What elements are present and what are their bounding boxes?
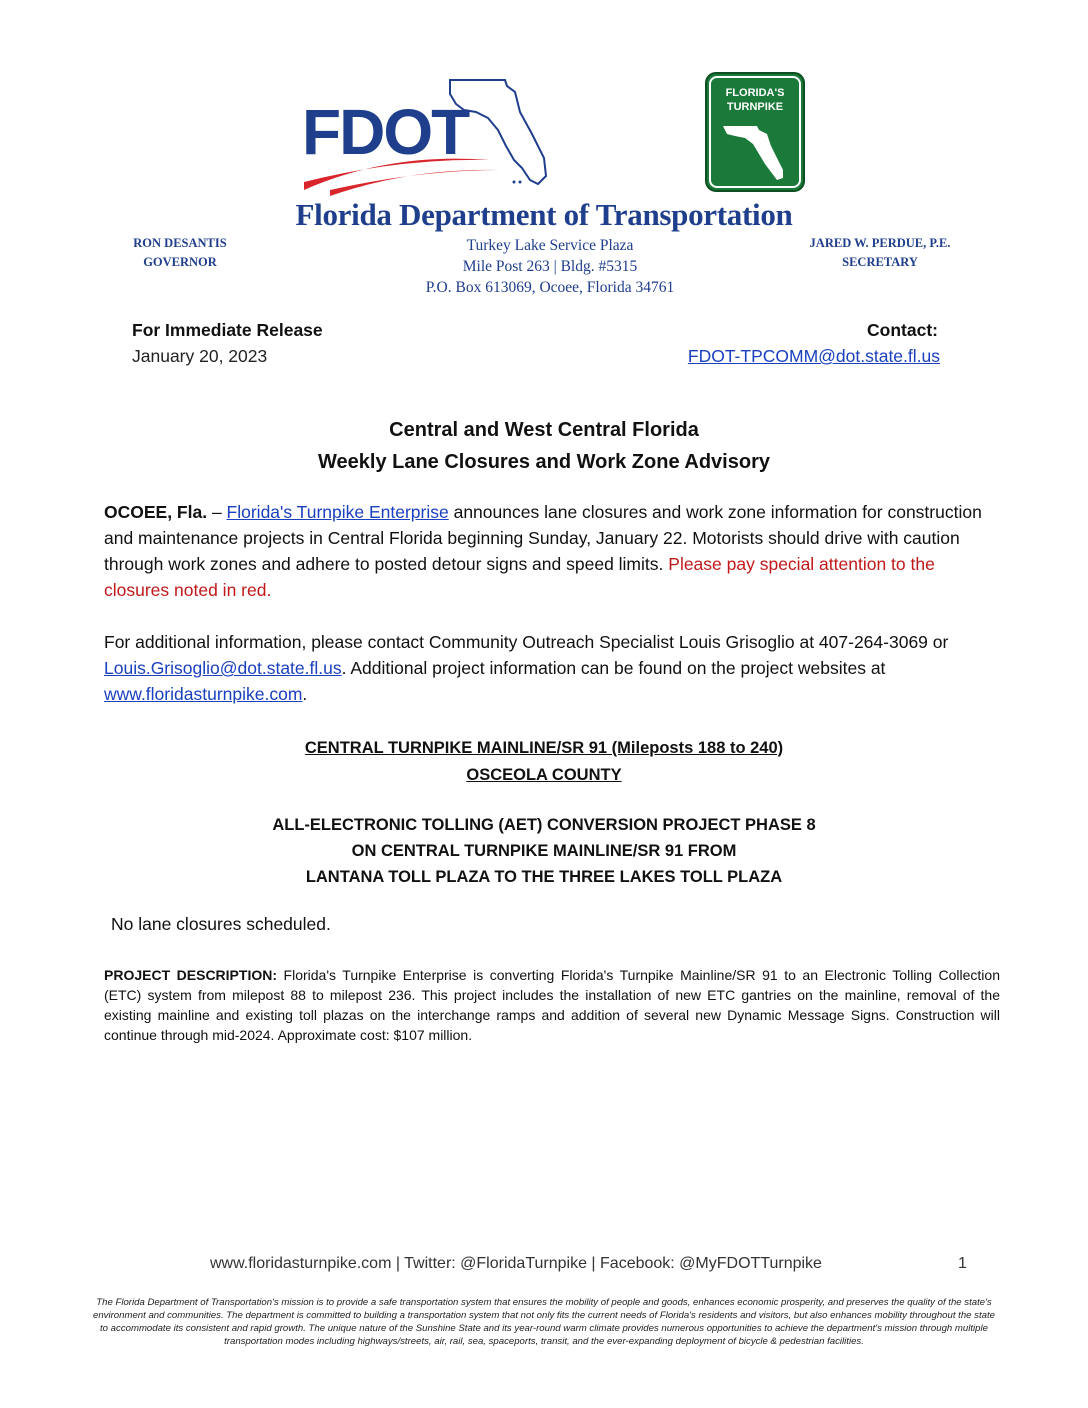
footer-links-text: www.floridasturnpike.com | Twitter: @FloridaTurnpike | Facebook: @MyFDOTTurnpike: [210, 1255, 822, 1272]
fdot-wordmark: FDOT: [302, 96, 469, 168]
address-block: [340, 235, 760, 298]
dateline-dash: –: [207, 502, 227, 522]
project-heading-line: ALL-ELECTRONIC TOLLING (AET) CONVERSION PROJECT PHASE 8: [272, 816, 816, 834]
project-heading-line: ON CENTRAL TURNPIKE MAINLINE/SR 91 FROM: [351, 842, 737, 860]
secretary-name: JARED W. PERDUE, P.E.: [809, 236, 951, 250]
secretary-title: SECRETARY: [842, 255, 918, 269]
headline: [0, 414, 1088, 478]
headline-line: Weekly Lane Closures and Work Zone Advisory: [318, 451, 770, 473]
contact-paragraph: [104, 629, 984, 707]
section-heading: [0, 735, 1088, 789]
project-heading-line: LANTANA TOLL PLAZA TO THE THREE LAKES TOLL PLAZA: [305, 868, 783, 886]
red-notice: Please pay special attention to the closures noted in red.: [104, 554, 935, 600]
project-description-label: PROJECT DESCRIPTION:: [104, 967, 277, 983]
contact-label: Contact:: [867, 320, 938, 340]
page-number: 1: [958, 1255, 967, 1272]
secretary-block: [790, 234, 970, 272]
outreach-email-link[interactable]: Louis.Grisoglio@dot.state.fl.us: [104, 658, 342, 678]
section-heading-line: CENTRAL TURNPIKE MAINLINE/SR 91 (Mileposts 188 to 240): [304, 739, 784, 757]
fdot-logo: [300, 72, 556, 198]
governor-name: RON DESANTIS: [133, 236, 227, 250]
section-heading-line: OSCEOLA COUNTY: [466, 766, 622, 784]
project-heading: [0, 812, 1088, 890]
intro-text: announces lane closures and work zone information for construction and maintenance projects in Central Florida beginning Sunday, January 22. Motorists should drive with caution through work zones and adhere to posted detour signs and speed limits.: [104, 502, 982, 574]
enterprise-link[interactable]: Florida's Turnpike Enterprise: [226, 502, 449, 522]
contact-email-link[interactable]: FDOT-TPCOMM@dot.state.fl.us: [687, 346, 940, 366]
address-line: P.O. Box 613069, Ocoee, Florida 34761: [425, 279, 675, 296]
contact-text: For additional information, please contact Community Outreach Specialist Louis Grisoglio at 407-264-3069 or: [104, 632, 949, 652]
contact-text: . Additional project information can be found on the project websites at: [341, 658, 886, 678]
project-description-text: Florida's Turnpike Enterprise is converting Florida's Turnpike Mainline/SR 91 to an Electronic Tolling Collection (ETC) system from milepost 88 to milepost 236. This project includes the installation of new ETC gantries on the mainline, removal of the existing mainline and existing toll plazas on the interchange ramps and addition of several new Dynamic Message Signs. Construction will continue through mid-2024. Approximate cost: $107 million.: [104, 967, 1000, 1043]
mission-statement: The Florida Department of Transportation's mission is to provide a safe transportation system that ensures the mobility of people and goods, enhances economic prosperity, and preserves the quality of the state's environment and communities. The department is committed to building a transportation system that not only fits the current needs of Florida's residents and visitors, but also enhances mobility throughout the state to accommodate its consistent and rapid growth. The unique nature of the Sunshine State and its year-round warm climate provides numerous opportunities to achieve the department's mission through multiple transportation modes including highways/streets, air, rail, sea, spaceports, transit, and the ever-expanding deployment of bicycle & pedestrian facilities.: [93, 1297, 995, 1347]
address-line: Turkey Lake Service Plaza: [466, 237, 634, 254]
dateline: OCOEE, Fla.: [104, 502, 208, 522]
turnpike-logo-line2: TURNPIKE: [726, 101, 784, 113]
governor-title: GOVERNOR: [143, 255, 217, 269]
no-closures-text: No lane closures scheduled.: [111, 914, 331, 934]
address-line: Mile Post 263 | Bldg. #5315: [462, 258, 638, 275]
website-link[interactable]: www.floridasturnpike.com: [104, 684, 303, 704]
turnpike-logo: [705, 72, 805, 192]
intro-paragraph: [104, 499, 984, 603]
org-title: Florida Department of Transportation: [295, 197, 793, 232]
project-description: [104, 965, 1000, 1045]
release-date: January 20, 2023: [132, 346, 268, 366]
headline-line: Central and West Central Florida: [389, 419, 699, 441]
governor-block: [110, 234, 250, 272]
turnpike-logo-line1: FLORIDA'S: [725, 87, 785, 99]
contact-text-end: .: [302, 684, 308, 704]
release-label: For Immediate Release: [132, 320, 323, 340]
